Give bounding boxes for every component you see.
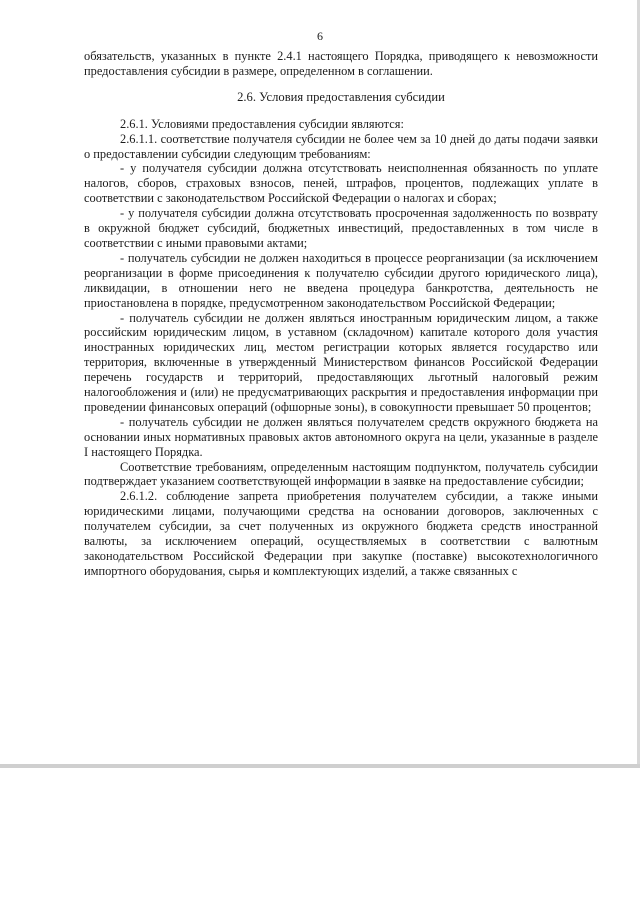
paragraph: 2.6.1.1. соответствие получателя субсидии не более чем за 10 дней до даты подачи заявки о предоставлении субсидии следующим требованиям: xyxy=(84,131,598,161)
list-item: - у получателя субсидии должна отсутствовать просроченная задолженность по возврату в окружной бюджет субсидий, бюджетных инвестиций, предоставленных в том числе в соответствии с иными правовыми актами; xyxy=(84,206,598,250)
paragraph: Соответствие требованиям, определенным настоящим подпунктом, получатель субсидии подтверждает указанием соответствующей информации в заявке на предоставление субсидии; xyxy=(84,459,598,489)
section-heading: 2.6. Условия предоставления субсидии xyxy=(237,89,445,104)
paragraph-continuation: обязательств, указанных в пункте 2.4.1 настоящего Порядка, приводящего к невозможности предоставления субсидии в размере, определенном в соглашении. xyxy=(84,49,598,78)
blank-area xyxy=(0,768,640,905)
list-item: - у получателя субсидии должна отсутствовать неисполненная обязанность по уплате налогов, сборов, страховых взносов, пеней, штрафов, процентов, подлежащих уплате в соответствии с законодательством Российской Федерации о налогах и сборах; xyxy=(84,161,598,206)
paragraph: 2.6.1. Условиями предоставления субсидии являются: xyxy=(120,116,404,131)
list-item: - получатель субсидии не должен являться получателем средств окружного бюджета на основании иных нормативных правовых актов автономного округа на цели, указанные в разделе I настоящего Порядка. xyxy=(84,414,598,459)
page-number: 6 xyxy=(317,29,323,43)
list-item: - получатель субсидии не должен находиться в процессе реорганизации (за исключением реорганизации в форме присоединения к получателю субсидии другого юридического лица), ликвидации, в отношении него не введена процедура банкротства, деятельность не приостановлена в порядке, предусмотренном законодательством Российской Федерации; xyxy=(84,250,598,310)
paragraph: 2.6.1.2. соблюдение запрета приобретения получателем субсидии, а также иными юридическими лицами, получающими средства на основании договоров, заключенных с получателем субсидии, за счет полученных из окружного бюджета средств иностранной валюты, за исключением операций, осуществляемых в соответствии с валютным законодательством Российской Федерации при закупке (поставке) высокотехнологичного импортного оборудования, сырья и комплектующих изделий, а также связанных с xyxy=(84,489,598,578)
list-item: - получатель субсидии не должен являться иностранным юридическим лицом, а также российским юридическим лицом, в уставном (складочном) капитале которого доля участия иностранных юридических лиц, местом регистрации которых является государство или территория, включенные в утвержденный Министерством финансов Российской Федерации перечень государств и территорий, предоставляющих льготный налоговый режим налогообложения и (или) не предусматривающих раскрытия и предоставления информации при проведении финансовых операций (офшорные зоны), в совокупности превышает 50 процентов; xyxy=(84,310,598,414)
document-body xyxy=(84,49,598,579)
